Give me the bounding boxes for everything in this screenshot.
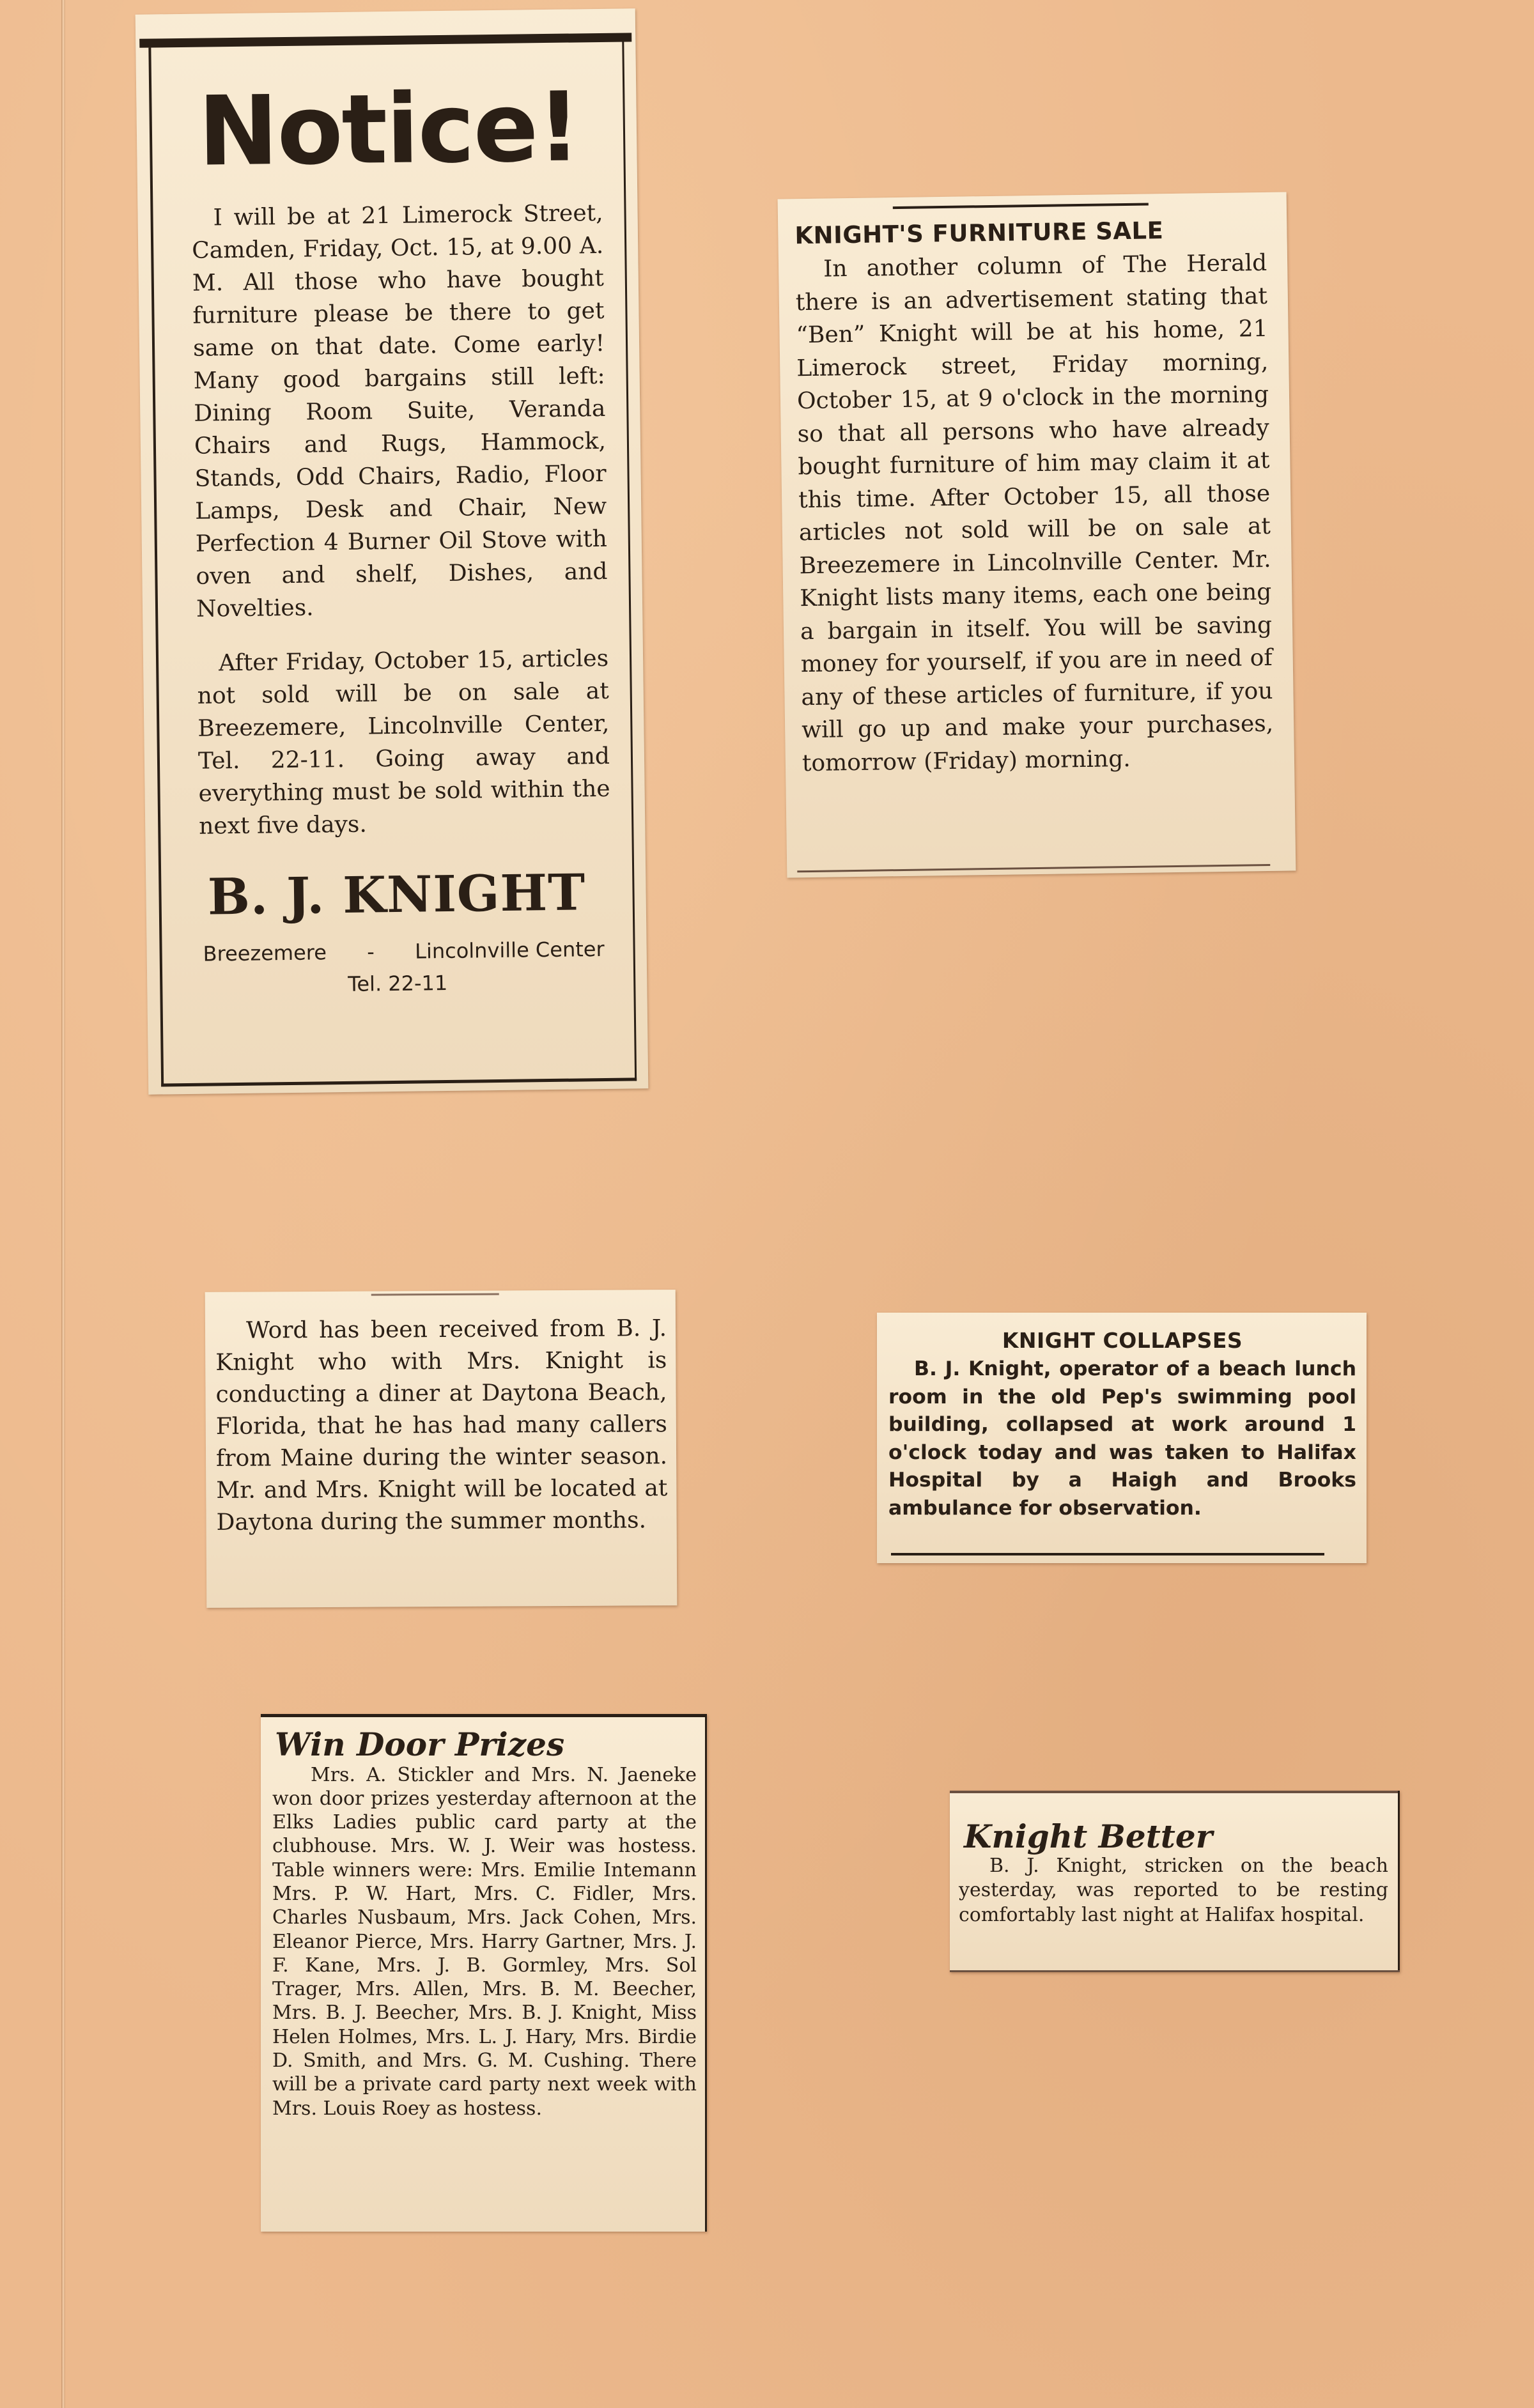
- scrapbook-page-edge: [61, 0, 65, 2408]
- notice-body: [168, 197, 616, 843]
- knight-better-top-rule: [950, 1791, 1400, 1793]
- collapses-body: B. J. Knight, operator of a beach lunch room in the old Pep's swimming pool building, collapsed at work around 1 o'clock today and was taken to Halifax Hospital by a Haigh and Brooks ambulance for observation.: [888, 1357, 1356, 1520]
- knight-better-right-rule: [1398, 1791, 1400, 1972]
- door-prizes-body: Mrs. A. Stickler and Mrs. N. Jaeneke won door prizes yesterday afternoon at the Elks Ladies public card party at the clubhouse. Mrs. W. J. Weir was hostess. Table winners were: Mrs. Emilie Intemann Mrs. P. W. Hart, Mrs. C. Fidler, Mrs. Charles Nusbaum, Mrs. Jack Cohen, Mrs. Eleanor Pierce, Mrs. Harry Gartner, Mrs. J. F. Kane, Mrs. J. B. Gormley, Mrs. Sol Trager, Mrs. Allen, Mrs. B. M. Beecher, Mrs. B. J. Beecher, Mrs. B. J. Knight, Miss Helen Holmes, Mrs. L. J. Hary, Mrs. Birdie D. Smith, and Mrs. G. M. Cushing. There will be a private card party next week with Mrs. Louis Roey as hostess.: [272, 1763, 697, 2120]
- furniture-sale-top-rule: [893, 203, 1149, 210]
- knight-better-bottom-rule: [950, 1970, 1400, 1972]
- notice-title: Notice!: [197, 72, 580, 188]
- notice-telephone: Tel. 22-11: [348, 970, 448, 996]
- notice-clipping: [136, 8, 649, 1094]
- furniture-sale-clipping: [778, 192, 1296, 877]
- door-prizes-headline: Win Door Prizes: [275, 1725, 565, 1763]
- daytona-clipping: [205, 1290, 678, 1608]
- collapses-bottom-rule: [891, 1553, 1324, 1555]
- notice-bottom-rule: [161, 1077, 637, 1086]
- collapses-body-container: [888, 1355, 1356, 1522]
- door-prizes-body-container: [272, 1763, 697, 2120]
- notice-address-left: Breezemere: [203, 940, 327, 966]
- door-prizes-clipping: [261, 1714, 707, 2232]
- knight-better-headline: Knight Better: [964, 1818, 1213, 1855]
- notice-paragraph-1: I will be at 21 Limerock Street, Camden, Friday, Oct. 15, at 9.00 A. M. All those who have bought furniture please be there to get same on that date. Come early! Many good bargains still left: Dining Room Suite, Veranda Chairs and Rugs, Hammock, Stands, Odd Chairs, Radio, Floor Lamps, Desk and Chair, New Perfection 4 Burner Oil Stove with oven and shelf, Dishes, and Novelties.: [191, 199, 608, 622]
- notice-address-separator: -: [367, 939, 375, 964]
- notice-right-rule: [622, 42, 637, 1081]
- notice-signature: B. J. KNIGHT: [207, 863, 586, 927]
- daytona-body: Word has been received from B. J. Knight who with Mrs. Knight is conducting a diner at Daytona Beach, Florida, that he has had many callers from Maine during the winter season. Mr. and Mrs. Knight will be located at Daytona during the summer months.: [215, 1315, 668, 1536]
- knight-better-clipping: [950, 1791, 1400, 1972]
- notice-left-rule: [148, 48, 164, 1087]
- knight-better-body-container: [959, 1854, 1388, 1928]
- collapses-clipping: [877, 1313, 1367, 1563]
- notice-address-right: Lincolnville Center: [414, 936, 605, 964]
- notice-address: [203, 937, 617, 966]
- furniture-sale-headline: KNIGHT'S FURNITURE SALE: [794, 217, 1164, 250]
- notice-paragraph-2: After Friday, October 15, articles not sold will be on sale at Breezemere, Lincolnville Center, Tel. 22-11. Going away and everything must be sold within the next five days.: [197, 645, 610, 840]
- notice-top-rule: [139, 33, 631, 47]
- door-prizes-top-rule: [261, 1714, 707, 1717]
- collapses-headline: KNIGHT COLLAPSES: [1002, 1328, 1243, 1353]
- door-prizes-right-rule: [705, 1714, 707, 2232]
- furniture-sale-body-container: [795, 247, 1274, 780]
- furniture-sale-bottom-rule: [797, 864, 1270, 872]
- knight-better-body: B. J. Knight, stricken on the beach yesterday, was reported to be resting comfortably last night at Halifax hospital.: [959, 1854, 1388, 1926]
- furniture-sale-body: In another column of The Herald there is an advertisement stating that “Ben” Knight will be at his home, 21 Limerock street, Friday morning, October 15, at 9 o'clock in the morning so that all persons who have already bought furniture of him may claim it at this time. After October 15, all those articles not sold will be on sale at Breezemere in Lincolnville Center. Mr. Knight lists many items, each one being a bargain in itself. You will be saving money for yourself, if you are in need of any of these articles of furniture, if you will go up and make your purchases, tomorrow (Friday) morning.: [795, 249, 1274, 776]
- daytona-top-mark: [371, 1293, 499, 1296]
- daytona-body-container: [215, 1313, 668, 1539]
